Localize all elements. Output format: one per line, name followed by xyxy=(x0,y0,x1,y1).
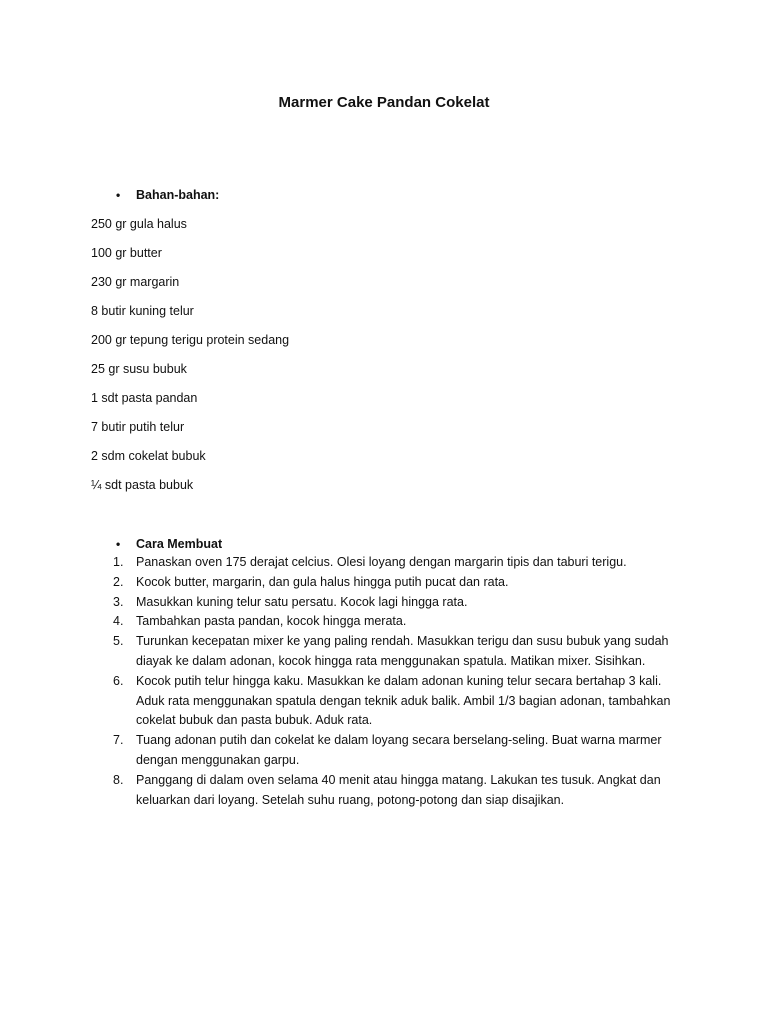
ingredients-list xyxy=(91,214,289,504)
list-item: ¼ sdt pasta bubuk xyxy=(91,478,194,492)
list-item: 8 butir kuning telur xyxy=(91,304,194,318)
list-item xyxy=(0,573,768,593)
list-item: 25 gr susu bubuk xyxy=(91,362,187,376)
list-item: 250 gr gula halus xyxy=(91,217,187,231)
list-item: 100 gr butter xyxy=(91,246,162,260)
step-number: 4. xyxy=(113,614,124,629)
steps-heading-label: Cara Membuat xyxy=(136,537,223,551)
list-item: 7 butir putih telur xyxy=(91,420,185,434)
step-number: 2. xyxy=(113,574,124,589)
step-text: Panaskan oven 175 derajat celcius. Olesi loyang dengan margarin tipis dan taburi terigu. xyxy=(136,555,627,569)
steps-list xyxy=(0,553,768,810)
step-text: Tambahkan pasta pandan, kocok hingga merata. xyxy=(136,614,407,629)
step-number: 6. xyxy=(113,673,124,688)
list-item: 200 gr tepung terigu protein sedang xyxy=(91,333,290,347)
list-item xyxy=(0,593,768,613)
list-item xyxy=(0,672,768,731)
ingredients-heading xyxy=(0,185,768,205)
list-item: 230 gr margarin xyxy=(91,275,180,289)
step-text: Kocok putih telur hingga kaku. Masukkan ke dalam adonan kuning telur secara bertahap 3 kali. Aduk rata menggunakan spatula dengan teknik aduk balik. Ambil 1/3 bagian adonan, tambahkan cokelat bubuk dan pasta bubuk. Aduk rata. xyxy=(136,673,671,728)
step-text: Turunkan kecepatan mixer ke yang paling rendah. Masukkan terigu dan susu bubuk yang sudah diayak ke dalam adonan, kocok hingga rata menggunakan spatula. Matikan mixer. Sisihkan. xyxy=(136,634,669,668)
list-item xyxy=(0,612,768,632)
list-item: 1 sdt pasta pandan xyxy=(91,391,198,405)
list-item xyxy=(0,771,768,811)
list-item xyxy=(0,632,768,672)
step-number: 5. xyxy=(113,634,124,649)
step-number: 7. xyxy=(113,733,124,748)
step-number: 8. xyxy=(113,772,124,787)
bullet-icon: • xyxy=(116,537,121,551)
step-text: Kocok butter, margarin, dan gula halus hingga putih pucat dan rata. xyxy=(136,574,509,589)
step-text: Tuang adonan putih dan cokelat ke dalam loyang secara berselang-seling. Buat warna marmer dengan menggunakan garpu. xyxy=(136,733,662,767)
list-item xyxy=(0,731,768,771)
ingredients-heading-label: Bahan-bahan: xyxy=(136,188,220,202)
list-item: 2 sdm cokelat bubuk xyxy=(91,449,206,463)
step-text: Masukkan kuning telur satu persatu. Kocok lagi hingga rata. xyxy=(136,594,468,609)
bullet-icon: • xyxy=(116,188,121,202)
step-number: 3. xyxy=(113,594,124,609)
list-item xyxy=(0,553,768,573)
page-title: Marmer Cake Pandan Cokelat xyxy=(278,94,490,111)
steps-heading xyxy=(0,534,768,554)
step-number: 1. xyxy=(113,555,124,569)
step-text: Panggang di dalam oven selama 40 menit atau hingga matang. Lakukan tes tusuk. Angkat dan keluarkan dari loyang. Setelah suhu ruang, potong-potong dan siap disajikan. xyxy=(136,772,661,807)
